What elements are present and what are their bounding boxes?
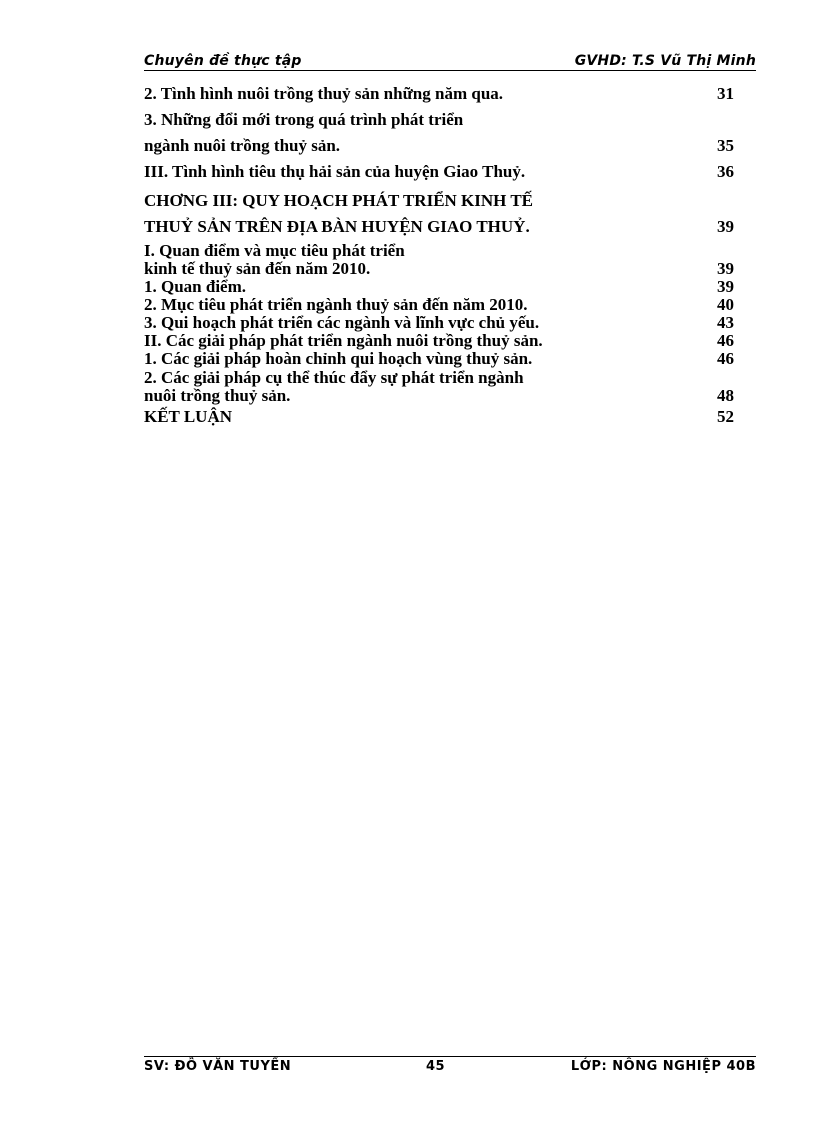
toc-entry-text: 3. Qui hoạch phát triển các ngành và lĩnh vực chủ yếu.	[144, 313, 540, 332]
footer-page-number: 45	[426, 1059, 446, 1073]
toc-entry-page: 36	[717, 162, 734, 181]
toc-entry-page: 39	[717, 217, 734, 236]
toc-entry-text: I. Quan điểm và mục tiêu phát triển	[144, 241, 405, 260]
toc-entry-text: kinh tế thuỷ sản đến năm 2010.	[144, 259, 371, 278]
toc-entry-page: 39	[717, 259, 734, 278]
toc-entry-page: 39	[717, 277, 734, 296]
header-supervisor: GVHD: T.S Vũ Thị Minh	[574, 53, 756, 69]
header-course-title: Chuyên đề thực tập	[144, 53, 302, 69]
toc-entry-text: ngành nuôi trồng thuỷ sản.	[144, 136, 341, 155]
toc-entry-text: CHƠNG III: QUY HOẠCH PHÁT TRIỂN KINH TẾ	[144, 191, 534, 210]
toc-entry-text: 2. Tình hình nuôi trồng thuỷ sản những năm qua.	[144, 84, 504, 103]
toc-entry-text: KẾT LUẬN	[144, 407, 233, 426]
toc-entry-page: 31	[717, 84, 734, 103]
toc-entry-text: 1. Các giải pháp hoàn chỉnh qui hoạch vùng thuỷ sản.	[144, 349, 533, 368]
toc-entry-text: nuôi trồng thuỷ sản.	[144, 386, 291, 405]
toc-entry-text: 3. Những đổi mới trong quá trình phát triển	[144, 110, 464, 129]
footer-student: SV: ĐỖ VĂN TUYẾN	[144, 1059, 292, 1073]
toc-entry-text: 2. Các giải pháp cụ thể thúc đẩy sự phát triển ngành	[144, 368, 524, 387]
toc-entry-page: 48	[717, 386, 734, 405]
toc-entry-text: II. Các giải pháp phát triển ngành nuôi trồng thuỷ sản.	[144, 331, 543, 350]
toc-entry-text: 1. Quan điểm.	[144, 277, 247, 296]
toc-entry-text: THUỶ SẢN TRÊN ĐỊA BÀN HUYỆN GIAO THUỶ.	[144, 217, 530, 236]
toc-entry-page: 46	[717, 331, 734, 350]
toc-entry-text: III. Tình hình tiêu thụ hải sản của huyện Giao Thuỷ.	[144, 162, 526, 181]
footer-class: LỚP: NÔNG NGHIỆP 40B	[570, 1059, 756, 1073]
toc-entry-page: 46	[717, 349, 734, 368]
page-footer	[144, 1056, 756, 1073]
toc-entry-page: 43	[717, 313, 734, 332]
toc-entry-page: 35	[717, 136, 734, 155]
toc-entry-text: 2. Mục tiêu phát triển ngành thuỷ sản đến năm 2010.	[144, 295, 528, 314]
toc-entry-page: 40	[717, 295, 734, 314]
page-header	[144, 52, 756, 71]
toc-entry-page: 52	[717, 407, 734, 426]
